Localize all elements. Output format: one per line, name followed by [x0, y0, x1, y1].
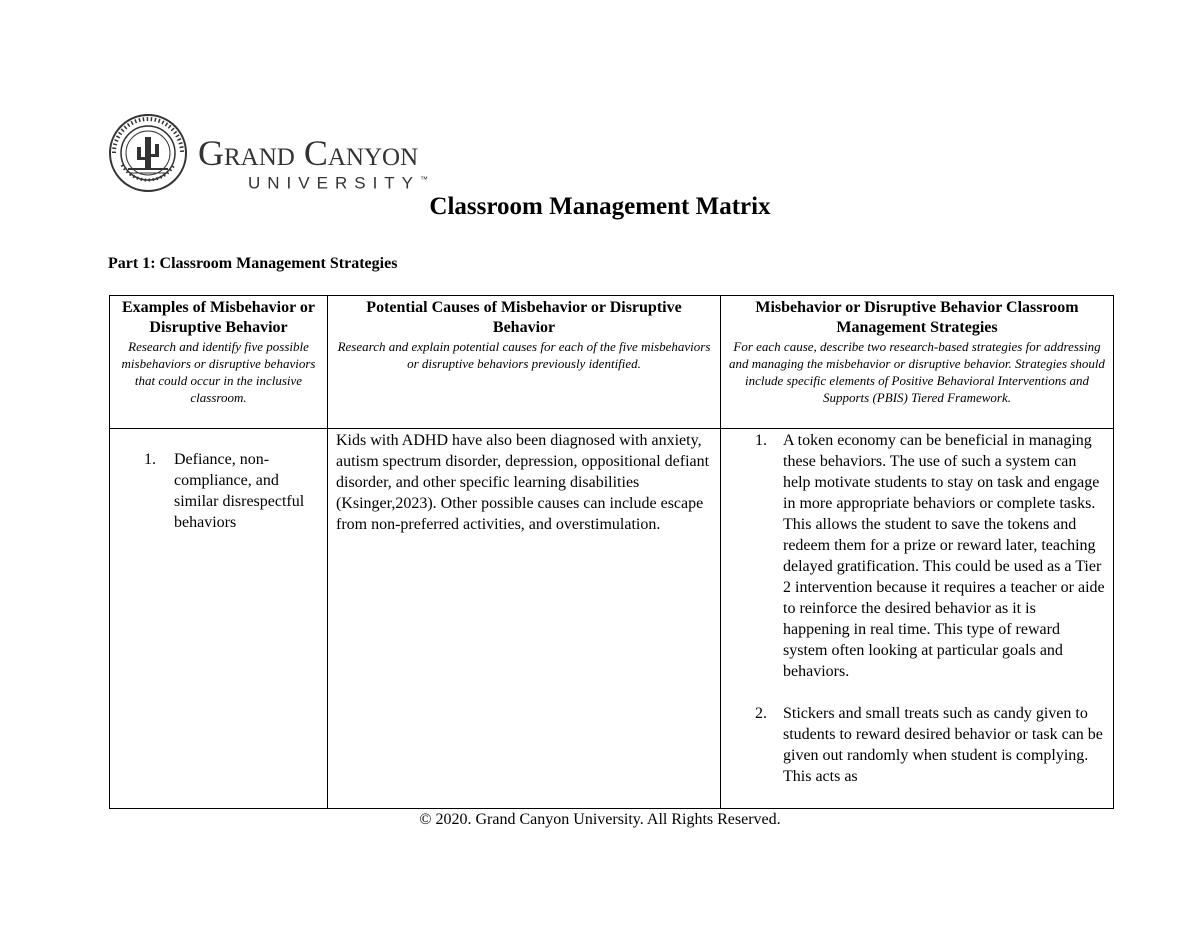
- column-description: Research and explain potential causes for each of the five misbehaviors or disruptive behaviors previously identified.: [337, 339, 711, 371]
- list-number: 2.: [755, 705, 767, 722]
- misbehavior-text: Defiance, non-compliance, and similar disrespectful behaviors: [174, 451, 305, 531]
- column-title: Potential Causes of Misbehavior or Disruptive Behavior: [366, 299, 682, 336]
- trademark-mark: ™: [420, 175, 429, 184]
- strategies-list: [721, 429, 1113, 787]
- strategies-cell: [721, 429, 1114, 809]
- column-description: For each cause, describe two research-based strategies for addressing and managing the misbehavior or disruptive behavior. Strategies should include specific elements of Positive Behavioral Interventions and Supports (PBIS) Tiered Framework.: [729, 339, 1105, 405]
- cause-text: Kids with ADHD have also been diagnosed with anxiety, autism spectrum disorder, depression, oppositional defiant disorder, and other specific learning disabilities (Ksinger,2023). Other possible causes can include escape from non-preferred activities, and overstimulation.: [336, 432, 710, 533]
- gcu-logo: [108, 113, 488, 193]
- list-number: 1.: [144, 451, 156, 468]
- logo-subtitle: [248, 171, 428, 193]
- misbehavior-cell: [110, 429, 328, 809]
- list-item: [110, 429, 327, 533]
- list-item: [755, 703, 1105, 787]
- list-number: 1.: [755, 432, 767, 449]
- copyright-footer: © 2020. Grand Canyon University. All Rights Reserved.: [419, 811, 781, 828]
- list-item: [755, 430, 1105, 682]
- table-row: [110, 429, 1114, 809]
- part-heading: Part 1: Classroom Management Strategies: [108, 255, 398, 272]
- column-description: Research and identify five possible misbehaviors or disruptive behaviors that could occur in the inclusive classroom.: [121, 339, 316, 405]
- header-row: [110, 296, 1114, 429]
- header-cell-causes: [328, 296, 721, 429]
- strategy-text: Stickers and small treats such as candy given to students to reward desired behavior or task can be given out randomly when student is complying. This acts as: [783, 705, 1103, 785]
- document-title: Classroom Management Matrix: [429, 193, 771, 220]
- header-cell-strategies: [721, 296, 1114, 429]
- header-cell-misbehavior: [110, 296, 328, 429]
- column-title: Misbehavior or Disruptive Behavior Classroom Management Strategies: [755, 299, 1079, 336]
- logo-wordmark: Grand Canyon: [198, 133, 419, 173]
- column-title: Examples of Misbehavior or Disruptive Behavior: [121, 299, 316, 336]
- university-seal-icon: [108, 113, 188, 193]
- strategy-text: A token economy can be beneficial in managing these behaviors. The use of such a system can help motivate students to stay on task and engage in more appropriate behaviors or complete tasks. This allows the student to save the tokens and redeem them for a prize or reward later, teaching delayed gratification. This could be used as a Tier 2 intervention because it requires a teacher or aide to reinforce the desired behavior as it is happening in real time. This type of reward system often looking at particular goals and behaviors.: [783, 432, 1105, 680]
- logo-subtitle-text: UNIVERSITY: [248, 173, 421, 193]
- cause-cell: [328, 429, 721, 809]
- classroom-management-matrix: [109, 295, 1114, 809]
